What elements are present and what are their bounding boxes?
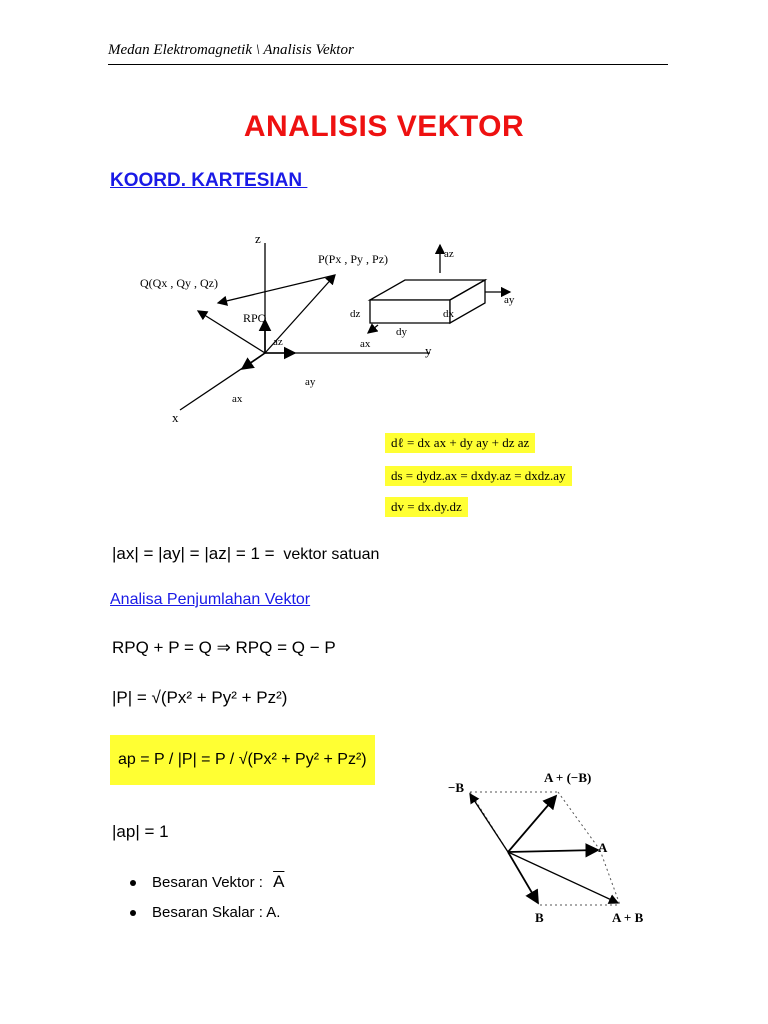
bullet-scalar-text: Besaran Skalar : A. xyxy=(152,904,281,921)
unit-vector-equation xyxy=(112,544,379,564)
label-b: B xyxy=(535,910,544,925)
box-ax-label: ax xyxy=(360,338,371,350)
az-axis-label: az xyxy=(273,336,283,348)
ay-axis-label: ay xyxy=(305,376,316,388)
vector-a-minus-b xyxy=(508,796,556,852)
bullet-list xyxy=(130,872,284,933)
ax-axis-label: ax xyxy=(232,393,243,405)
equation-sum: RPQ + P = Q ⇒ RPQ = Q − P xyxy=(112,638,336,657)
bullet-scalar xyxy=(130,904,284,921)
bullet-vector-text: Besaran Vektor : xyxy=(152,874,263,891)
formula-ds: ds = dydz.ax = dxdy.az = dxdz.ay xyxy=(385,466,572,486)
header-rule xyxy=(108,64,668,65)
vector-neg-b xyxy=(470,794,508,852)
section-vector-addition: Analisa Penjumlahan Vektor xyxy=(110,591,311,608)
vector-symbol-a: $\overline{A}$ xyxy=(273,872,285,891)
point-q-label: Q(Qx , Qy , Qz) xyxy=(140,276,218,290)
box-dz-label: dz xyxy=(350,308,361,320)
label-a: A xyxy=(598,840,608,855)
label-a-plus-neg-b: A + (−B) xyxy=(544,770,592,785)
vector-a xyxy=(508,850,598,852)
unit-vector-label: vektor satuan xyxy=(283,546,380,563)
equation-unit-p: ap = P / |P| = P / √(Px² + Py² + Pz²) xyxy=(110,735,375,785)
label-a-plus-b: A + B xyxy=(612,910,644,925)
bullet-dot xyxy=(130,880,136,886)
box-ay-label: ay xyxy=(504,294,515,306)
box-front-face xyxy=(370,300,450,323)
box-dy-label: dy xyxy=(396,326,407,338)
cartesian-diagram xyxy=(140,225,540,430)
bullet-dot xyxy=(130,910,136,916)
label-neg-b: −B xyxy=(448,780,465,795)
vector-a-plus-b xyxy=(508,852,618,903)
unit-vector-eq: |ax| = |ay| = |az| = 1 = xyxy=(112,544,275,563)
y-axis-label: y xyxy=(425,343,432,358)
rpq-label: RPQ xyxy=(243,311,267,325)
box-ax-vector xyxy=(368,325,378,333)
subtitle-cartesian: KOORD. KARTESIAN xyxy=(110,170,308,191)
dotted-guide xyxy=(558,792,600,850)
vector-addition-diagram xyxy=(440,770,680,935)
box-dx-label: dx xyxy=(443,308,454,320)
formula-dv: dv = dx.dy.dz xyxy=(385,497,468,517)
formula-dl: dℓ = dx ax + dy ay + dz az xyxy=(385,433,535,453)
box-az-label: az xyxy=(444,248,454,260)
ax-unit-vector xyxy=(242,353,265,369)
point-p-label: P(Px , Py , Pz) xyxy=(318,252,389,266)
running-header: Medan Elektromagnetik \ Analisis Vektor xyxy=(108,42,354,58)
bullet-vector xyxy=(130,872,284,892)
z-axis-label: z xyxy=(255,231,261,246)
page-title: ANALISIS VEKTOR xyxy=(243,110,525,143)
equation-unit-p-mag: |ap| = 1 xyxy=(112,822,169,841)
equation-magnitude: |P| = √(Px² + Py² + Pz²) xyxy=(112,688,288,707)
vector-rpq xyxy=(218,275,335,303)
x-axis-label: x xyxy=(172,410,179,425)
